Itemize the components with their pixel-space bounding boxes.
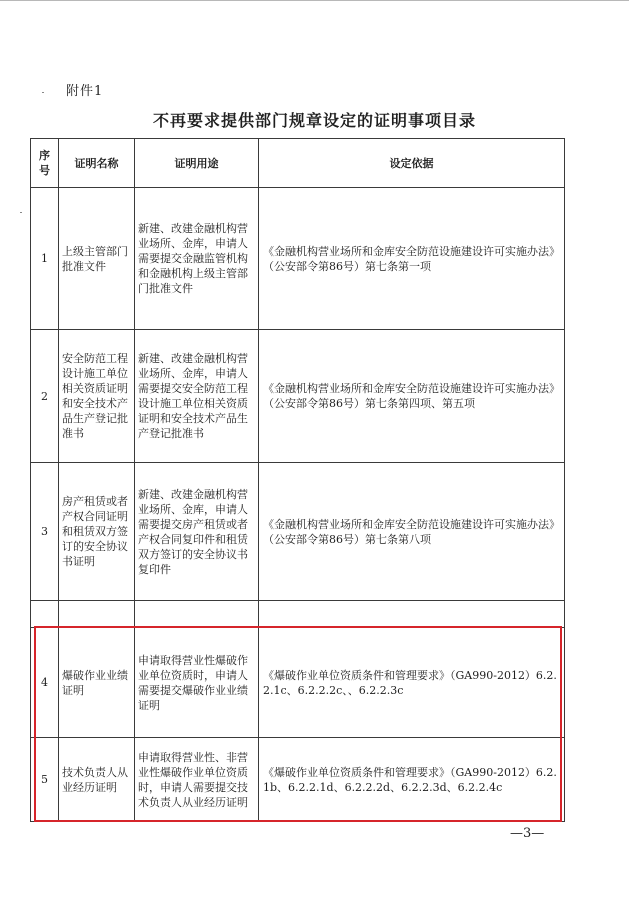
row-basis: 《爆破作业单位资质条件和管理要求》（GA990-2012）6.2.2.1c、6.2.2.2c、、6.2.2.3c xyxy=(259,628,565,738)
table-row xyxy=(31,188,565,330)
header-basis: 设定依据 xyxy=(259,139,565,188)
spacer-cell xyxy=(135,601,259,628)
row-name: 安全防范工程设计施工单位相关资质证明和安全技术产品生产登记批准书 xyxy=(59,330,135,463)
row-name: 技术负责人从业经历证明 xyxy=(59,738,135,822)
scan-speck xyxy=(20,212,22,213)
page-title: 不再要求提供部门规章设定的证明事项目录 xyxy=(152,111,476,130)
header-purpose: 证明用途 xyxy=(135,139,259,188)
scan-edge-line xyxy=(0,0,629,1)
spacer-cell xyxy=(259,601,565,628)
row-purpose: 新建、改建金融机构营业场所、金库，申请人需要提交房产租赁或者产权合同复印件和租赁双方签订的安全协议书复印件 xyxy=(135,463,259,601)
spacer-cell xyxy=(31,601,59,628)
table-spacer-row xyxy=(31,601,565,628)
header-seq: 序号 xyxy=(31,139,59,188)
highlight-box xyxy=(34,626,562,822)
row-basis: 《金融机构营业场所和金库安全防范设施建设许可实施办法》（公安部令第86号）第七条第八项 xyxy=(259,463,565,601)
row-seq: 3 xyxy=(31,463,59,601)
row-basis: 《金融机构营业场所和金库安全防范设施建设许可实施办法》（公安部令第86号）第七条第一项 xyxy=(259,188,565,330)
table-header-row xyxy=(31,139,565,188)
page-number: —3— xyxy=(510,826,545,841)
row-purpose: 新建、改建金融机构营业场所、金库，申请人需要提交金融监管机构和金融机构上级主管部门批准文件 xyxy=(135,188,259,330)
row-purpose: 新建、改建金融机构营业场所、金库，申请人需要提交安全防范工程设计施工单位相关资质证明和安全技术产品生产登记批准书 xyxy=(135,330,259,463)
row-seq: 1 xyxy=(31,188,59,330)
row-basis: 《金融机构营业场所和金库安全防范设施建设许可实施办法》（公安部令第86号）第七条第四项、第五项 xyxy=(259,330,565,463)
row-name: 上级主管部门批准文件 xyxy=(59,188,135,330)
row-name: 爆破作业业绩证明 xyxy=(59,628,135,738)
row-seq: 2 xyxy=(31,330,59,463)
table-row xyxy=(31,463,565,601)
row-name: 房产租赁或者产权合同证明和租赁双方签订的安全协议书证明 xyxy=(59,463,135,601)
table-row xyxy=(31,330,565,463)
row-purpose: 申请取得营业性爆破作业单位资质时，申请人需要提交爆破作业业绩证明 xyxy=(135,628,259,738)
header-name: 证明名称 xyxy=(59,139,135,188)
row-seq: 4 xyxy=(31,628,59,738)
scan-speck xyxy=(42,92,44,93)
spacer-cell xyxy=(59,601,135,628)
row-purpose: 申请取得营业性、非营业性爆破作业单位资质时，申请人需要提交技术负责人从业经历证明 xyxy=(135,738,259,822)
row-seq: 5 xyxy=(31,738,59,822)
row-basis: 《爆破作业单位资质条件和管理要求》（GA990-2012）6.2.1b、6.2.2.1d、6.2.2.2d、6.2.2.3d、6.2.2.4c xyxy=(259,738,565,822)
annex-label: 附件1 xyxy=(66,84,104,99)
